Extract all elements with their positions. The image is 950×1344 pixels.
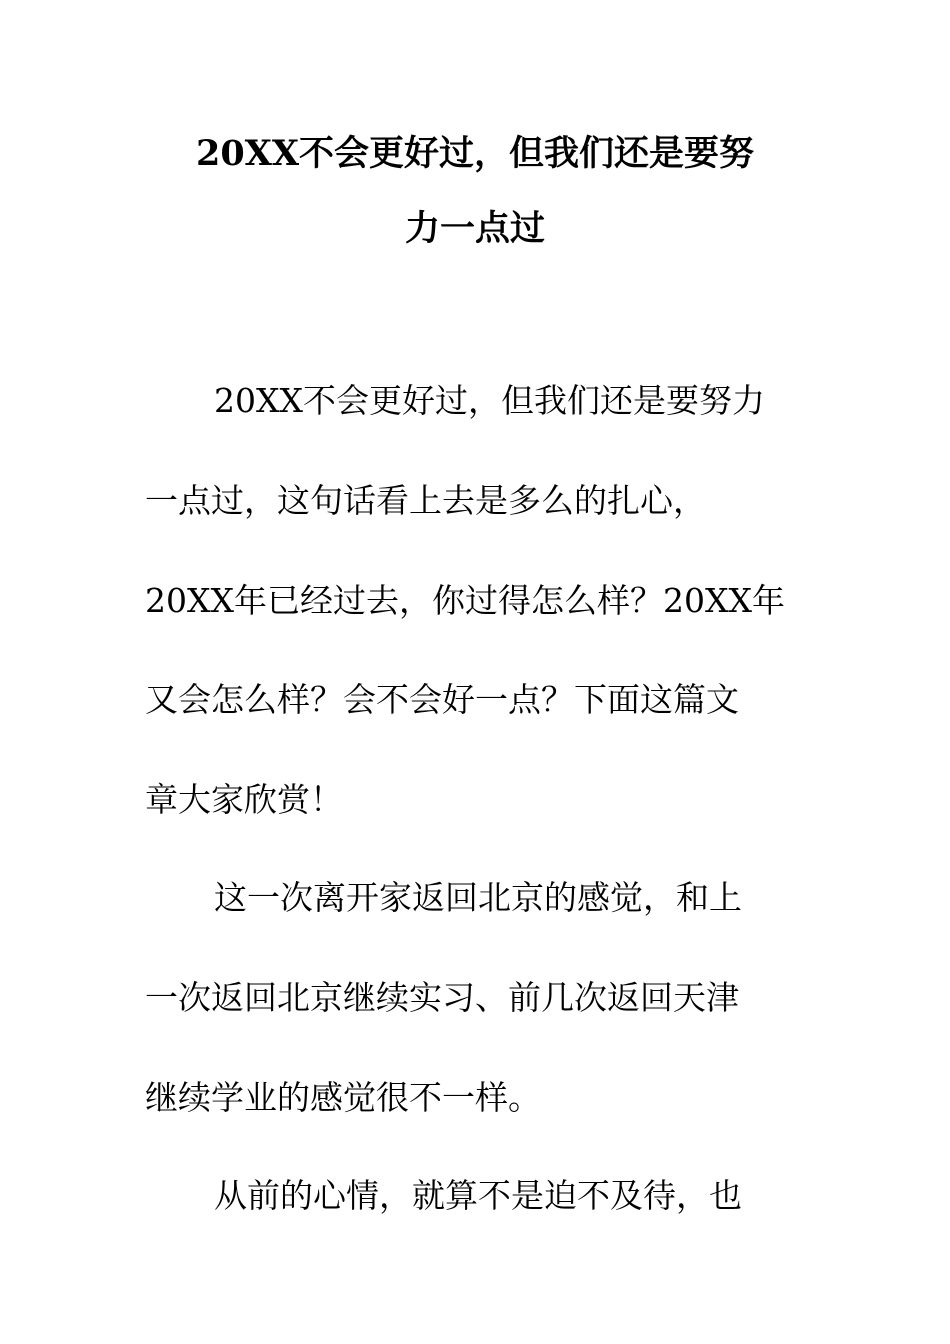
paragraph-1-line-1: 20XX不会更好过，但我们还是要努力 [214,381,765,420]
paragraph-2-line-3: 继续学业的感觉很不一样。 [145,1078,541,1117]
paragraph-2-line-1: 这一次离开家返回北京的感觉，和上 [214,878,742,917]
paragraph-1-line-2: 一点过，这句话看上去是多么的扎心， [145,481,706,520]
paragraph-2-line-2: 一次返回北京继续实习、前几次返回天津 [145,978,739,1017]
paragraph-1-line-3: 20XX年已经过去，你过得怎么样？20XX年 [145,581,785,620]
paragraph-3-line-1: 从前的心情，就算不是迫不及待，也 [214,1176,742,1215]
paragraph-1-line-5: 章大家欣赏！ [145,780,343,819]
document-title-line-2: 力一点过 [404,208,545,249]
paragraph-1-line-4: 又会怎么样？会不会好一点？下面这篇文 [145,680,739,719]
document-title-line-1: 20XX不会更好过，但我们还是要努 [195,133,755,174]
